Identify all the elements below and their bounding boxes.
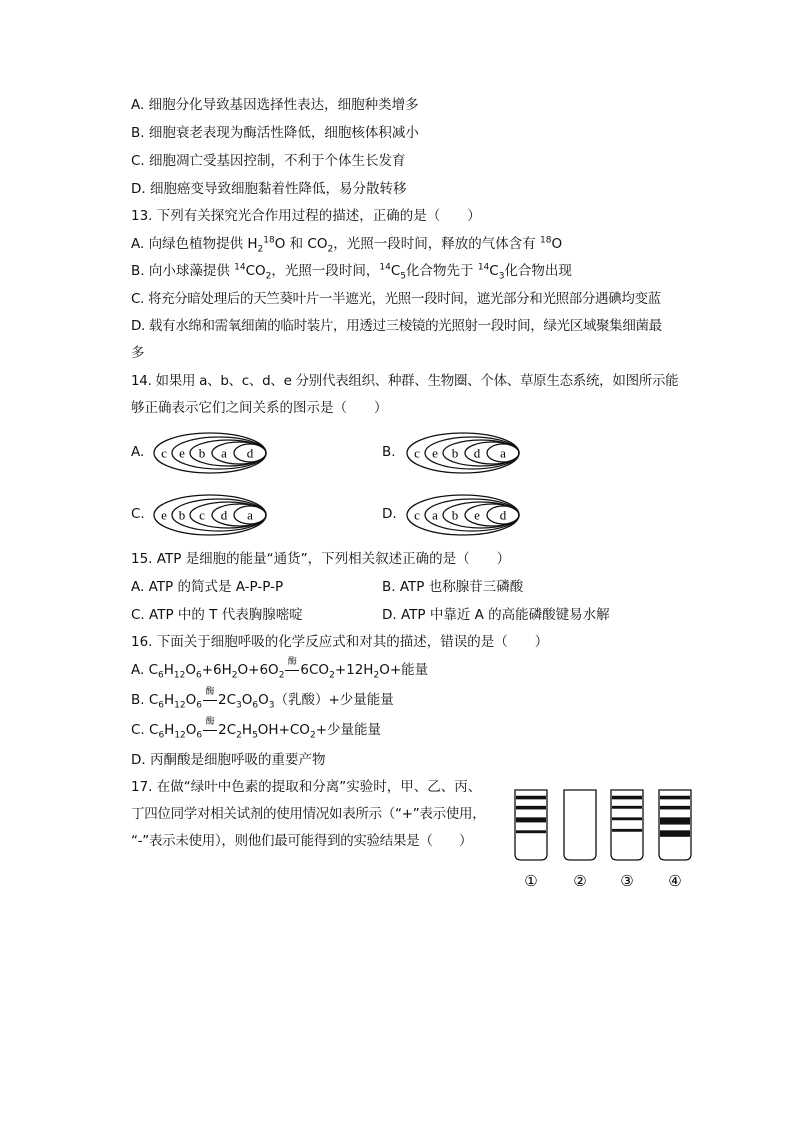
q15-option-c: C. ATP 中的 T 代表胸腺嘧啶 [131, 607, 303, 623]
tube-label: ② [573, 872, 587, 890]
q14-diagram-a [150, 430, 280, 476]
ellipse-letter: b [178, 507, 186, 523]
ellipse-letter: c [161, 445, 167, 461]
q16-option-a: A. $C_6H_{12}O_6+6H_2O+6O_2$ 酶 $6CO_2+12H_2O+$能量 [131, 661, 428, 679]
test-tube [659, 790, 691, 860]
q17-stem-line1: 17. 在做“绿叶中色素的提取和分离”实验时，甲、乙、丙、 [131, 779, 482, 795]
ellipse-letter: d [246, 445, 254, 461]
ellipse-letter: d [499, 507, 507, 523]
q14-diagram-d [403, 492, 533, 538]
ellipse-letter: d [473, 445, 481, 461]
pigment-band [612, 829, 642, 832]
ellipse-letter: c [414, 445, 420, 461]
ellipse-letter: a [500, 445, 506, 461]
test-tube [515, 790, 547, 860]
q14-diagram-b [403, 430, 533, 476]
pigment-band [660, 806, 690, 810]
q13-stem: 13. 下列有关探究光合作用过程的描述，正确的是（ ） [131, 208, 481, 224]
q17-stem-line3: “-”表示未使用），则他们最可能得到的实验结果是（ ） [131, 833, 473, 849]
ellipse-letter: a [432, 507, 438, 523]
ellipse-letter: e [432, 445, 438, 461]
q15-option-a: A. ATP 的简式是 A-P-P-P [131, 579, 284, 595]
pigment-band [516, 830, 546, 833]
q14-stem-line1: 14. 如果用 a、b、c、d、e 分别代表组织、种群、生物圈、个体、草原生态系统，如图所示能 [131, 373, 679, 389]
pigment-band [516, 806, 546, 810]
pigment-band [612, 806, 642, 809]
ellipse-letter: d [220, 507, 228, 523]
pigment-band [516, 817, 546, 822]
q13-option-b: B. 向小球藻提供 $^{14}CO_2$，光照一段时间，$^{14}C_5$化合物先于 $^{14}C_3$化合物出现 [131, 262, 572, 282]
q14-option-a-label: A. [131, 444, 145, 460]
q17-tube-figure [510, 788, 710, 892]
q16-option-b: B. $C_6H_{12}O_6$ 酶 $2C_3O_6O_3$（乳酸）+少量能量 [131, 691, 394, 709]
pigment-band [660, 830, 690, 836]
enzyme-label: 酶 [205, 717, 215, 727]
ellipse-letter: b [451, 445, 459, 461]
q17-stem-line2: 丁四位同学对相关试剂的使用情况如表所示（“+”表示使用， [131, 806, 486, 822]
q15-option-b: B. ATP 也称腺苷三磷酸 [382, 579, 524, 595]
ellipse-letter: b [451, 507, 459, 523]
q15-stem: 15. ATP 是细胞的能量“通货”，下列相关叙述正确的是（ ） [131, 551, 511, 567]
q13-option-d-line1: D. 载有水绵和需氧细菌的临时装片，用透过三棱镜的光照射一段时间，绿光区域聚集细菌最 [131, 318, 662, 334]
ellipse-letter: a [247, 507, 253, 523]
q16-stem: 16. 下面关于细胞呼吸的化学反应式和对其的描述，错误的是（ ） [131, 634, 549, 650]
enzyme-label: 酶 [287, 657, 297, 667]
q16-option-d: D. 丙酮酸是细胞呼吸的重要产物 [131, 752, 326, 768]
test-tube [564, 790, 596, 860]
pigment-band [660, 817, 690, 824]
q13-option-a: A. 向绿色植物提供 $H_2^{18}O$ 和 $CO_2$，光照一段时间，释放的气体含有 $^{18}$O [131, 235, 563, 255]
q16-option-c: C. $C_6H_{12}O_6$ 酶 $2C_2H_5OH+CO_2+$少量能量 [131, 721, 381, 739]
tube-label: ① [524, 872, 538, 890]
ellipse-letter: b [198, 445, 206, 461]
pigment-band [612, 817, 642, 820]
q14-option-b-label: B. [382, 444, 396, 460]
q12-option-c: C. 细胞凋亡受基因控制，不利于个体生长发育 [131, 153, 406, 169]
ellipse-letter: e [179, 445, 185, 461]
ellipse-letter: e [161, 507, 167, 523]
enzyme-label: 酶 [205, 687, 215, 697]
tube-label: ③ [620, 872, 634, 890]
ellipse-letter: a [221, 445, 227, 461]
q12-option-b: B. 细胞衰老表现为酶活性降低，细胞核体积减小 [131, 125, 419, 141]
q12-option-d: D. 细胞癌变导致细胞黏着性降低，易分散转移 [131, 181, 407, 197]
pigment-band [660, 796, 690, 800]
test-tube [611, 790, 643, 860]
q14-diagram-c [150, 492, 280, 538]
q15-option-d: D. ATP 中靠近 A 的高能磷酸键易水解 [382, 607, 610, 623]
q13-option-c: C. 将充分暗处理后的天竺葵叶片一半遮光，光照一段时间，遮光部分和光照部分遇碘均变蓝 [131, 291, 661, 307]
q14-stem-line2: 够正确表示它们之间关系的图示是（ ） [131, 400, 388, 416]
pigment-band [516, 796, 546, 800]
tube-label: ④ [668, 872, 682, 890]
ellipse-letter: c [199, 507, 205, 523]
q14-option-d-label: D. [382, 506, 397, 522]
pigment-band [612, 796, 642, 800]
ellipse-letter: c [414, 507, 420, 523]
q14-option-c-label: C. [131, 506, 145, 522]
q13-option-d-line2: 多 [131, 345, 145, 361]
q12-option-a: A. 细胞分化导致基因选择性表达，细胞种类增多 [131, 97, 419, 113]
ellipse-letter: e [474, 507, 480, 523]
